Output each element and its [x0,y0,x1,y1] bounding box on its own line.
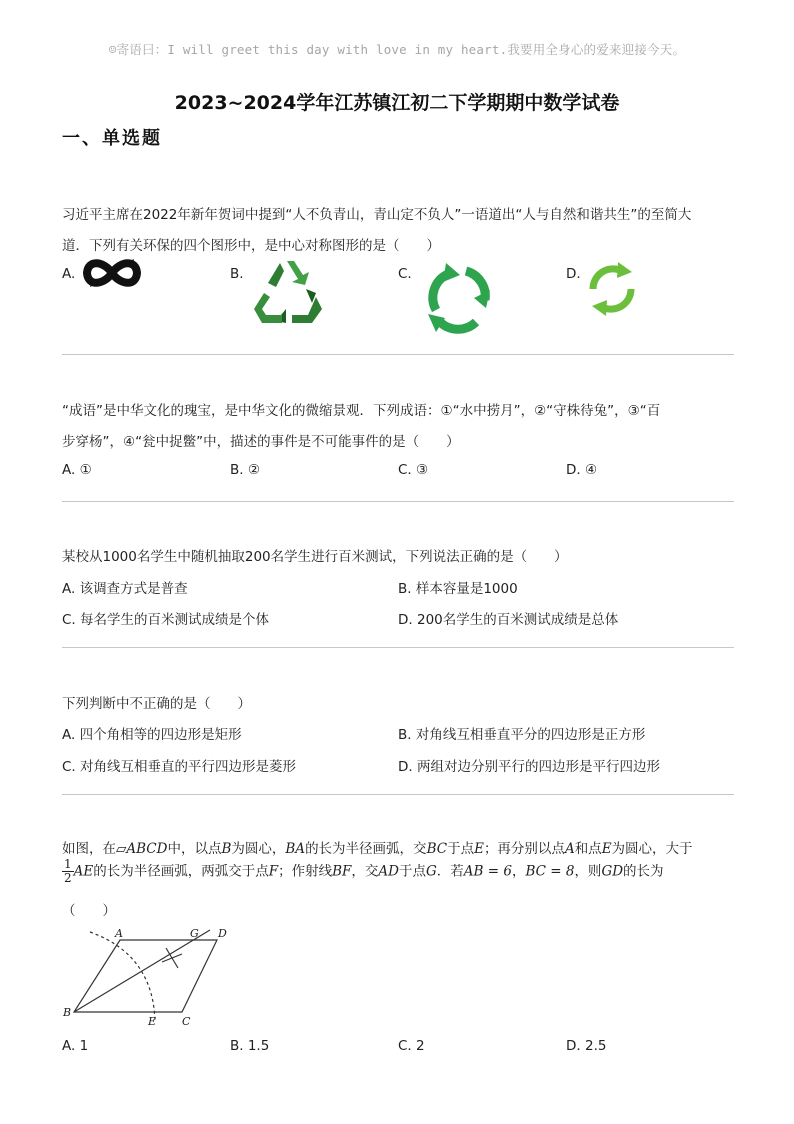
math-segment: GD [601,863,624,880]
question-1-option-c-label[interactable]: C. [398,266,412,282]
question-5-stem-line1 [62,837,693,857]
stem-text: 和点 [574,841,602,857]
question-1-option-a-label[interactable]: A. [62,266,76,282]
stem-text: 的长为 [623,863,664,880]
fraction-numerator: 1 [64,857,72,871]
stem-text: ，则 [574,863,602,880]
point-label-c: C [182,1015,191,1028]
math-point: G [426,863,437,880]
circular-arrows-icon[interactable] [418,258,500,338]
stem-text: 的长为半径画弧，交 [305,841,427,857]
question-3-option-d[interactable]: D. 200名学生的百米测试成绩是总体 [398,612,619,628]
math-ray: BF [332,863,352,880]
stem-text: 的长为半径画弧，两弧交于点 [93,863,269,880]
stem-text: ， [511,863,526,880]
question-5-option-b[interactable]: B. 1.5 [230,1038,270,1054]
fraction-denominator: 2 [64,871,72,885]
point-label-g: G [190,927,199,940]
stem-text: ．若 [436,863,464,880]
stem-text: 为圆心，大于 [611,841,693,857]
two-arrows-cycle-icon[interactable] [584,258,640,320]
question-2-option-c[interactable]: C. ③ [398,462,429,478]
question-5-stem-line2 [62,858,664,885]
stem-text: 于点 [399,863,426,880]
question-2-option-a[interactable]: A. ① [62,462,92,478]
math-equation: BC = 8 [525,863,575,880]
question-divider [62,647,734,648]
question-3-option-b[interactable]: B. 样本容量是1000 [398,581,518,597]
math-segment: AE [73,863,94,880]
question-5-stem-line3: （ ） [62,903,116,919]
question-4-stem: 下列判断中不正确的是（ ） [62,696,251,712]
stem-text: ；作射线 [278,863,333,880]
math-parallelogram: ▱ABCD [116,841,168,857]
question-4-option-d[interactable]: D. 两组对边分别平行的四边形是平行四边形 [398,759,660,775]
parallelogram-figure [62,922,242,1030]
question-4-option-c[interactable]: C. 对角线互相垂直的平行四边形是菱形 [62,759,297,775]
stem-text: 为圆心， [231,841,286,857]
point-label-d: D [218,927,227,940]
question-2-option-d[interactable]: D. ④ [566,462,598,478]
math-point: A [564,841,575,857]
question-4-option-b[interactable]: B. 对角线互相垂直平分的四边形是正方形 [398,727,646,743]
math-segment: BA [285,841,306,857]
fraction-one-half [62,858,74,885]
math-point: B [221,841,232,857]
question-1-stem-line1: 习近平主席在2022年新年贺词中提到“人不负青山，青山定不负人”一语道出“人与自然和谐共生”的至简大 [62,207,692,223]
question-5-option-a[interactable]: A. 1 [62,1038,89,1054]
math-segment: AD [378,863,399,880]
page-motto: ☺寄语曰：I will greet this day with love in my heart.我要用全身心的爱来迎接今天。 [108,42,686,57]
math-point: E [474,841,484,857]
point-label-a: A [115,927,123,940]
math-segment: BC [426,841,448,857]
stem-text: 于点 [447,841,475,857]
question-divider [62,354,734,355]
question-2-option-b[interactable]: B. ② [230,462,260,478]
page-title: 2023~2024学年江苏镇江初二下学期期中数学试卷 [174,92,620,114]
point-label-b: B [63,1006,72,1019]
infinity-recycle-icon[interactable] [82,255,142,291]
stem-text: ，交 [351,863,379,880]
question-4-option-a[interactable]: A. 四个角相等的四边形是矩形 [62,727,242,743]
question-1-stem-line2: 道．下列有关环保的四个图形中，是中心对称图形的是（ ） [62,238,440,254]
point-label-e: E [148,1015,157,1028]
question-1-option-d-label[interactable]: D. [566,266,581,282]
math-point: F [268,863,279,880]
math-equation: AB = 6 [463,863,512,880]
stem-text: 中，以点 [167,841,222,857]
question-divider [62,794,734,795]
question-2-stem-line2: 步穿杨”，④“瓮中捉鳖”中，描述的事件是不可能事件的是（ ） [62,434,460,450]
question-1-option-b-label[interactable]: B. [230,266,244,282]
question-5-option-d[interactable]: D. 2.5 [566,1038,607,1054]
math-point: E [601,841,612,857]
question-3-option-a[interactable]: A. 该调查方式是普查 [62,581,188,597]
recycle-triangle-icon[interactable] [250,257,324,327]
stem-text: 如图，在 [62,841,116,857]
question-5-option-c[interactable]: C. 2 [398,1038,425,1054]
question-3-stem: 某校从1000名学生中随机抽取200名学生进行百米测试，下列说法正确的是（ ） [62,549,568,565]
question-3-option-c[interactable]: C. 每名学生的百米测试成绩是个体 [62,612,270,628]
section-title: 一、单选题 [62,128,162,149]
question-divider [62,501,734,502]
question-2-stem-line1: “成语”是中华文化的瑰宝，是中华文化的微缩景观．下列成语：①“水中捞月”，②“守株待兔”，③“百 [62,403,661,419]
stem-text: ；再分别以点 [483,841,565,857]
